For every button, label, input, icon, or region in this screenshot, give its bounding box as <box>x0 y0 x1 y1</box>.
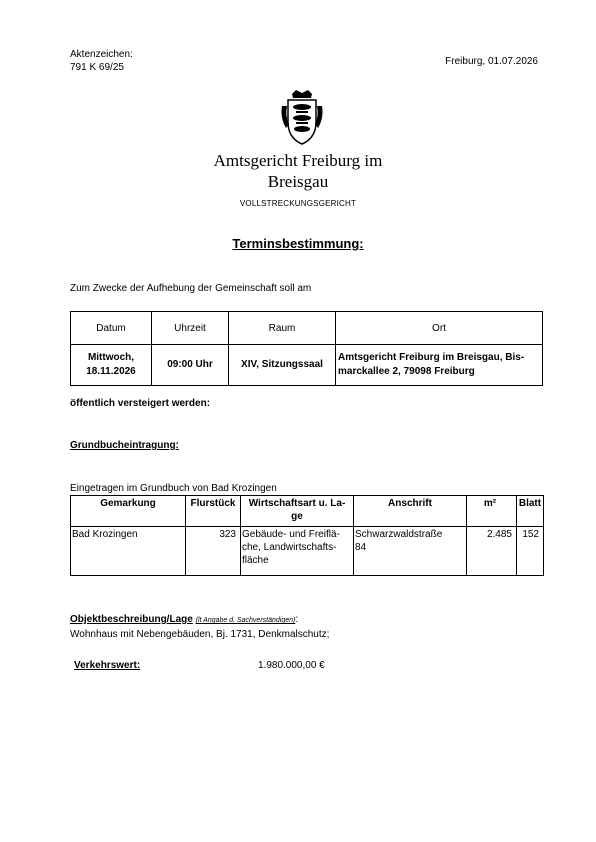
grundbuch-table-row <box>71 527 544 576</box>
header-qm: m² <box>467 496 517 527</box>
objekt-note: (lt Angabe d. Sachverständigen) <box>195 617 296 624</box>
cell-ort <box>336 345 543 386</box>
header-datum: Datum <box>71 312 152 345</box>
cell-datum <box>71 345 152 386</box>
court-name-line2: Breisgau <box>267 172 329 191</box>
grundbuch-intro: Eingetragen im Grundbuch von Bad Krozingen <box>70 483 277 494</box>
header-flurstueck: Flurstück <box>186 496 241 527</box>
cell-gemarkung: Bad Krozingen <box>71 527 186 576</box>
termin-table-header <box>71 312 543 345</box>
objekt-colon: : <box>295 614 299 625</box>
aktenzeichen-value: 791 K 69/25 <box>70 62 124 73</box>
header-wirtschaftsart-line1: Wirtschaftsart u. La- <box>248 498 346 509</box>
verkehrswert-label: Verkehrswert: <box>74 660 141 671</box>
court-name-line1: Amtsgericht Freiburg im <box>213 151 383 170</box>
aktenzeichen-label: Aktenzeichen: <box>70 49 133 60</box>
cell-wirtschaftsart-line1: Gebäude- und Freiflä- <box>242 529 340 540</box>
objekt-heading-line <box>70 614 298 625</box>
cell-wirtschaftsart-line2: che, Landwirtschafts- <box>242 542 337 553</box>
grundbuch-table-header <box>71 496 544 527</box>
verkehrswert-value: 1.980.000,00 € <box>258 660 325 671</box>
termin-table-row <box>71 345 543 386</box>
header-wirtschaftsart-line2: ge <box>291 511 303 522</box>
header-ort: Ort <box>336 312 543 345</box>
cell-blatt: 152 <box>517 527 544 576</box>
objekt-heading: Objektbeschreibung/Lage <box>70 614 193 625</box>
header-gemarkung: Gemarkung <box>71 496 186 527</box>
cell-anschrift-line1: Schwarzwaldstraße <box>355 529 443 540</box>
objekt-description: Wohnhaus mit Nebengebäuden, Bj. 1731, Denkmalschutz; <box>70 629 330 640</box>
header-wirtschaftsart <box>241 496 354 527</box>
court-name <box>0 150 596 192</box>
cell-wirtschaftsart-line3: fläche <box>242 555 269 566</box>
public-auction-text: öffentlich versteigert werden: <box>70 398 211 409</box>
header-raum: Raum <box>229 312 336 345</box>
document-date: Freiburg, 01.07.2026 <box>445 56 538 67</box>
grundbuch-table <box>70 495 544 576</box>
cell-datum-line1: Mittwoch, <box>87 352 135 363</box>
cell-ort-line1: Amtsgericht Freiburg im Breisgau, Bis- <box>338 352 525 363</box>
cell-anschrift <box>354 527 467 576</box>
cell-datum-line2: 18.11.2026 <box>86 366 136 377</box>
cell-uhrzeit: 09:00 Uhr <box>152 345 229 386</box>
cell-wirtschaftsart <box>241 527 354 576</box>
court-department: VOLLSTRECKUNGSGERICHT <box>239 199 357 208</box>
termin-table <box>70 311 543 386</box>
document-title: Terminsbestimmung: <box>232 236 364 251</box>
cell-anschrift-line2: 84 <box>355 542 367 553</box>
aktenzeichen-block <box>70 48 133 74</box>
cell-qm: 2.485 <box>467 527 517 576</box>
baden-wuerttemberg-coat-of-arms-icon <box>280 88 324 146</box>
grundbuch-heading: Grundbucheintragung: <box>70 440 179 451</box>
header-blatt: Blatt <box>517 496 544 527</box>
cell-raum: XIV, Sitzungssaal <box>229 345 336 386</box>
header-uhrzeit: Uhrzeit <box>152 312 229 345</box>
cell-ort-line2: marckallee 2, 79098 Freiburg <box>338 366 475 377</box>
cell-flurstueck: 323 <box>186 527 241 576</box>
intro-text: Zum Zwecke der Aufhebung der Gemeinschaft soll am <box>70 283 312 294</box>
header-anschrift: Anschrift <box>354 496 467 527</box>
